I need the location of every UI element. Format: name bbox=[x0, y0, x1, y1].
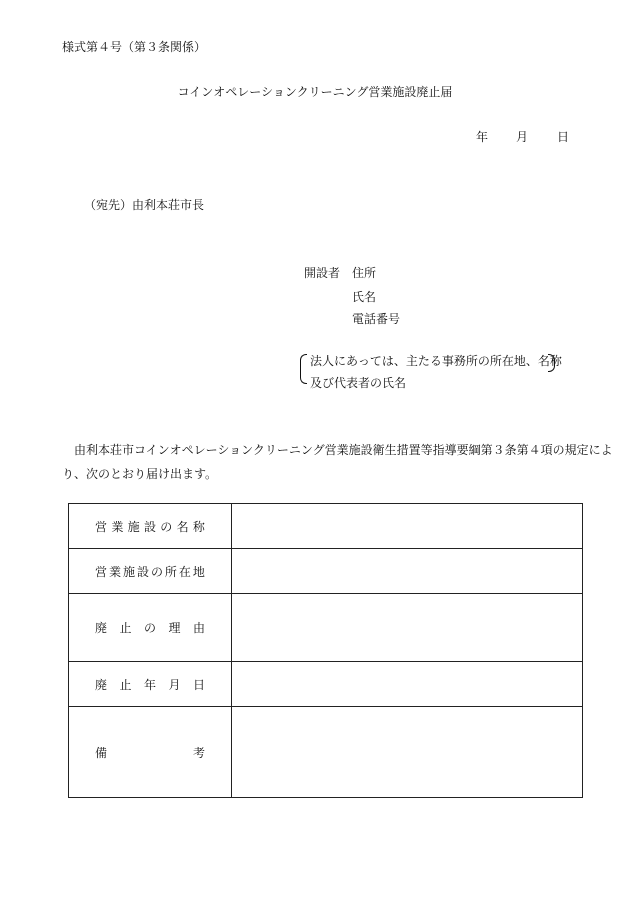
label-char: 営 bbox=[95, 564, 108, 579]
corporate-note bbox=[300, 352, 562, 390]
label-closure-reason bbox=[69, 594, 232, 662]
label-char: 備 bbox=[95, 745, 108, 760]
applicant-phone-label: 電話番号 bbox=[352, 312, 401, 326]
label-facility-name bbox=[69, 504, 232, 549]
label-char: 月 bbox=[168, 677, 181, 692]
label-char: 営 bbox=[95, 519, 108, 534]
label-char: 設 bbox=[143, 519, 156, 534]
label-closure-date bbox=[69, 662, 232, 707]
corporate-note-line2: 及び代表者の氏名 bbox=[310, 376, 407, 390]
label-char: 設 bbox=[136, 564, 149, 579]
date-year-label: 年 bbox=[476, 130, 489, 144]
date-day-label: 日 bbox=[557, 130, 570, 144]
left-bracket bbox=[300, 354, 307, 384]
label-char: 理 bbox=[168, 621, 181, 635]
table-row-facility-location bbox=[69, 549, 583, 594]
value-remarks[interactable] bbox=[231, 707, 582, 798]
label-char: 業 bbox=[111, 519, 124, 534]
value-facility-location[interactable] bbox=[231, 549, 582, 594]
label-char: 止 bbox=[119, 677, 132, 692]
value-facility-name[interactable] bbox=[231, 504, 582, 549]
right-bracket bbox=[548, 354, 555, 372]
label-facility-location bbox=[69, 549, 232, 594]
corporate-note-line1: 法人にあっては、主たる事務所の所在地、名称 bbox=[310, 354, 562, 368]
label-char: 名 bbox=[176, 519, 189, 534]
label-char: 日 bbox=[192, 677, 205, 692]
addressee: （宛先）由利本荘市長 bbox=[84, 198, 205, 212]
label-char: 所 bbox=[164, 564, 177, 579]
table-row-closure-reason bbox=[69, 594, 583, 662]
applicant-name-label: 氏名 bbox=[352, 290, 377, 304]
applicant-address-label: 住所 bbox=[352, 266, 377, 280]
label-char: 称 bbox=[192, 519, 205, 534]
date-month-label: 月 bbox=[516, 130, 529, 144]
label-char: 地 bbox=[192, 564, 205, 579]
label-char: の bbox=[150, 564, 163, 579]
form-number: 様式第４号（第３条関係） bbox=[62, 40, 207, 54]
label-char: 年 bbox=[143, 677, 156, 692]
label-char: の bbox=[143, 621, 156, 635]
label-char: 考 bbox=[192, 745, 205, 760]
table-row-facility-name bbox=[69, 504, 583, 549]
label-char: 業 bbox=[108, 564, 121, 579]
label-remarks bbox=[69, 707, 232, 798]
label-char: 止 bbox=[119, 621, 132, 635]
table-row-closure-date bbox=[69, 662, 583, 707]
table-row-remarks bbox=[69, 707, 583, 798]
document-title: コインオペレーションクリーニング営業施設廃止届 bbox=[177, 85, 453, 99]
label-char: 廃 bbox=[95, 677, 108, 692]
label-char: 施 bbox=[122, 564, 135, 579]
label-char: 由 bbox=[192, 621, 205, 635]
applicant-role-label: 開設者 bbox=[304, 266, 341, 280]
value-closure-reason[interactable] bbox=[231, 594, 582, 662]
form-table bbox=[68, 503, 583, 798]
body-text: 由利本荘市コインオペレーションクリーニング営業施設衛生措置等指導要綱第３条第４項の規定により、次のとおり届け出ます。 bbox=[62, 443, 613, 481]
label-char: 廃 bbox=[95, 621, 108, 635]
label-char: の bbox=[160, 519, 173, 534]
label-char: 在 bbox=[178, 564, 191, 579]
label-char: 施 bbox=[127, 519, 140, 534]
value-closure-date[interactable] bbox=[231, 662, 582, 707]
